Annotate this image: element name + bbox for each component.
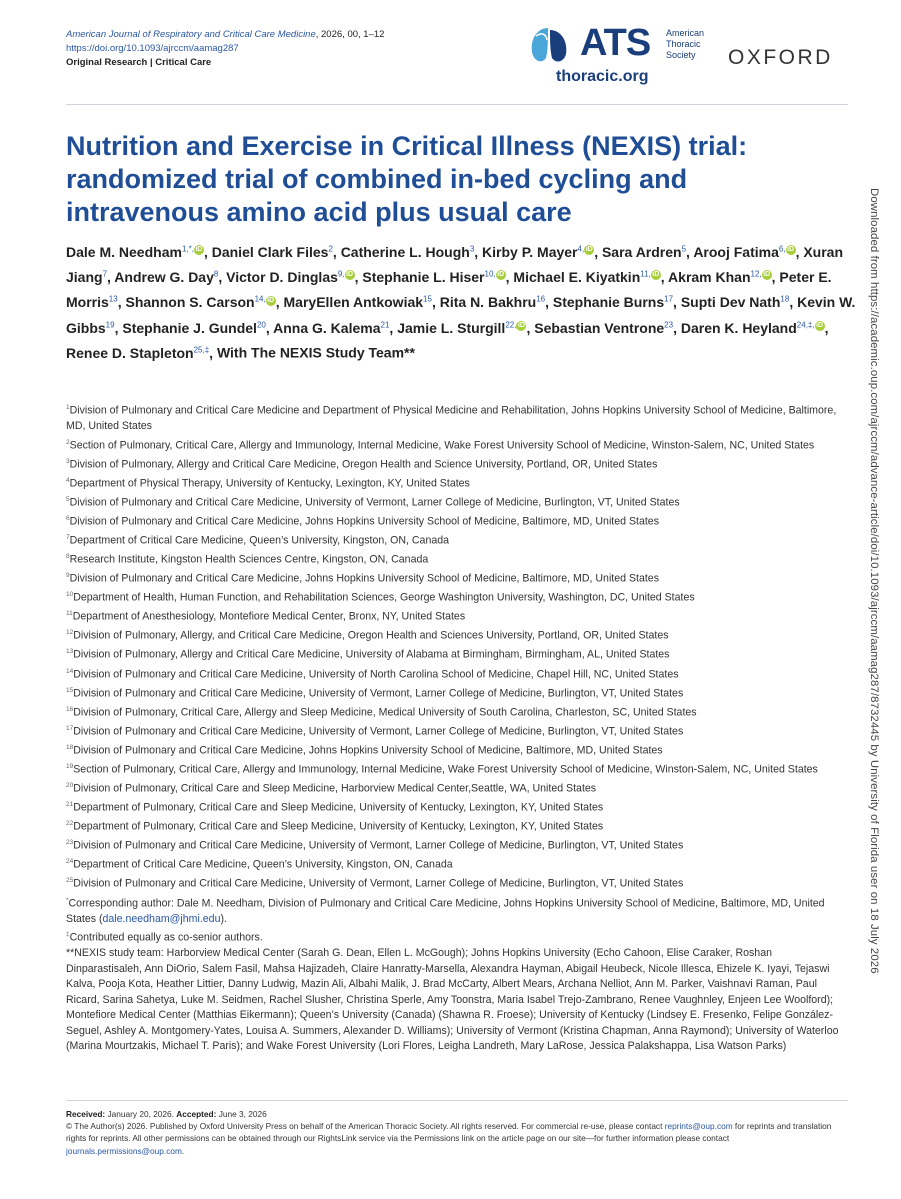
affiliations (66, 400, 846, 1055)
author-name[interactable]: Jamie L. Sturgill (397, 319, 506, 336)
affiliation-text: Division of Pulmonary, Allergy and Critical Care Medicine, Oregon Health and Science University, Portland, OR, United States (69, 458, 658, 471)
article-title: Nutrition and Exercise in Critical Illness (NEXIS) trial: randomized trial of combined in-bed cycling and intravenous amino acid plus usual care (66, 131, 748, 227)
author-affiliation-marker: 8 (213, 269, 219, 279)
affiliation-number: 5 (66, 495, 70, 503)
affiliation-number: 10 (66, 591, 74, 599)
author-name[interactable]: Kirby P. Mayer (482, 243, 578, 260)
author-name[interactable]: Anna G. Kalema (273, 319, 381, 336)
author-affiliation-marker: 11, (640, 269, 651, 279)
copyright-text-1: © The Author(s) 2026. Published by Oxford University Press on behalf of the American Thoracic Society. All rights reserved. For commercial re-use, please contact (66, 1121, 665, 1132)
author-name[interactable]: Stephanie Burns (552, 294, 665, 311)
copyright-notice (66, 1120, 836, 1157)
author-name[interactable]: Rita N. Bakhru (439, 294, 537, 311)
download-watermark (866, 188, 886, 1018)
author-affiliation-marker: 20 (256, 320, 266, 330)
affiliation-item (66, 740, 846, 759)
corresponding-email[interactable]: dale.needham@jhmi.edu (102, 912, 221, 925)
co-senior-note: ‡Contributed equally as co-senior authors. (66, 931, 263, 944)
affiliation-number: 21 (66, 801, 74, 809)
affiliation-text: Division of Pulmonary and Critical Care Medicine and Department of Physical Medicine and Rehabilitation, Johns Hopkins University School of Medicine, Baltimore, MD, United States (66, 404, 837, 433)
author-affiliation-marker: 18 (780, 294, 790, 304)
author-name[interactable]: Daniel Clark Files (211, 243, 329, 260)
accepted-label: Accepted: (176, 1109, 217, 1119)
corresponding-text: Corresponding author: Dale M. Needham, Division of Pulmonary and Critical Care Medicine, Johns Hopkins University School of Medicine, Baltimore, MD, United States ( (66, 897, 825, 925)
affiliation-number: 4 (66, 476, 70, 484)
affiliation-text: Research Institute, Kingston Health Sciences Centre, Kingston, ON, Canada (69, 553, 429, 566)
ats-sub-line-3: Society (666, 50, 696, 60)
affiliation-item (66, 759, 846, 778)
header-divider (66, 104, 848, 105)
author-affiliation-marker: 5 (681, 244, 687, 253)
author-name[interactable]: Sebastian Ventrone (534, 319, 665, 336)
author-name[interactable]: Xuran Jiang (66, 243, 844, 286)
affiliation-text: Department of Physical Therapy, University of Kentucky, Lexington, KY, United States (69, 477, 470, 490)
affiliation-text: Department of Health, Human Function, and Rehabilitation Sciences, George Washington University, Washington, DC, United States (73, 591, 695, 604)
affiliation-number: 11 (66, 610, 73, 618)
doi-link[interactable]: https://doi.org/10.1093/ajrccm/aamag287 (66, 43, 239, 54)
author-affiliation-marker: 14, (254, 294, 266, 304)
article-footer (66, 1108, 836, 1157)
affiliation-text: Division of Pulmonary and Critical Care Medicine, University of Vermont, Larner College of Medicine, Burlington, VT, United States (73, 877, 684, 890)
affiliation-number: 19 (66, 762, 74, 770)
author-affiliation-marker: 16 (536, 294, 546, 304)
affiliation-number: 24 (66, 858, 74, 866)
ats-sub-line-2: Thoracic (666, 39, 701, 49)
affiliation-item (66, 625, 846, 644)
ats-lung-icon (526, 22, 572, 68)
author-name[interactable]: Shannon S. Carson (125, 294, 255, 311)
author-affiliation-marker: 2 (328, 244, 333, 253)
author-list: Dale M. Needham$^{1,*,}$ iD , Daniel Clark Files$^2$, Catherine L. Hough$^3$, Kirby P. Mayer$^{4,}$ iD , Sara Ardren$^5$, Arooj Fatima$^{6,}$ iD , Xuran Jiang$^7$, Andrew G. Day$^8$, Victor D. Dinglas$^{9,}$ iD , Stephanie L. Hiser$^{10,}$ iD , Michael E. Kiyatkin$^{11,}$ iD , Akram Khan$^{12,}$ iD , Peter E. Morris$^{13}$, Shannon S. Carson$^{14,}$ iD , MaryEllen Antkowiak$^{15}$, Rita N. Bakhru$^{16}$, Stephanie Burns$^{17}$, Supti Dev Nath$^{18}$, Kevin W. Gibbs$^{19}$, Stephanie J. Gundel$^{20}$, Anna G. Kalema$^{21}$, Jamie L. Sturgill$^{22,}$ iD , Sebastian Ventrone$^{23}$, Daren K. Heyland$^{24,\ddagger,}$ iD , Renee D. Stapleton$^{25,\ddagger}$, With The NEXIS Study Team** (66, 243, 856, 362)
orcid-icon[interactable]: iD (195, 246, 203, 253)
affiliation-text: Division of Pulmonary and Critical Care Medicine, Johns Hopkins University School of Medicine, Baltimore, MD, United States (69, 515, 659, 528)
affiliation-number: 1 (66, 404, 70, 411)
affiliation-text: Division of Pulmonary, Allergy, and Critical Care Medicine, Oregon Health and Sciences University, Portland, OR, United States (73, 629, 669, 642)
received-date: January 20, 2026. (107, 1109, 174, 1119)
affiliation-number: 12 (66, 629, 74, 637)
affiliation-item (66, 511, 846, 530)
affiliation-item (66, 400, 846, 435)
affiliation-text: Division of Pulmonary and Critical Care Medicine, Johns Hopkins University School of Medicine, Baltimore, MD, United States (73, 744, 663, 757)
author-affiliation-marker: 22, (505, 320, 517, 330)
affiliation-item (66, 606, 846, 625)
author-affiliation-marker: 23 (664, 320, 674, 330)
author-name[interactable]: Andrew G. Day (114, 269, 214, 286)
affiliation-item (66, 873, 846, 892)
study-team-list: **NEXIS study team: Harborview Medical Center (Sarah G. Dean, Ellen L. McGough); Johns Hopkins University (Echo Cahoon, Elise Caraker, Roshan Dinparastisaleh, Ann DiOrio, Salem Fasil, Mahsa Hajizadeh, Claire Hanratty-Marsella, Alexandra Hayman, Abigail Heubeck, Nicole Illesca, Ehizele K. Iyayi, Tejaswi Kalva, Pooja Kota, Heather Littier, Danny Ludwig, Mazin Ali, Albahi Malik, J. Brad McCarty, Albert Mears, Archana Nelliot, Ann M. Parker, Vaishnavi Raman, Paul Ricard, Sarina Sahetya, Luke M. Seidmen, Rachel Slusher, Christina Sperle, Amy Toonstra, Maria Isabel Trejo-Zambrano, Renee Vaughnley, Enjeen Lee Woolford); Montefiore Medical Center (Matthias Eikermann); Queen’s University (Canada) (Shawna R. Froese); University of Kentucky (Lindsey E. Fresenko, Felipe González-Seguel, Ashley A. Montgomery-Yates, Louisa A. Summers, Alexander D. Williams); University of Vermont (Kristina Chapman, Anna Raymond); University of Waterloo (Marina Mourtzakis, Michael T. Paris); and Wake Forest University (Lori Flores, Leigha Landreth, Mary LaRose, Jessica Palakshappa, Lisa Watson Parks) (66, 947, 839, 1053)
affiliation-text: Section of Pulmonary, Critical Care, Allergy and Immunology, Internal Medicine, Wake Forest University School of Medicine, Winston-Salem, NC, United States (73, 763, 818, 776)
ats-society-name (666, 28, 704, 61)
author-name[interactable]: Daren K. Heyland (680, 319, 797, 336)
ats-sub-line-1: American (666, 28, 705, 38)
received-label: Received: (66, 1109, 106, 1119)
affiliation-item (66, 492, 846, 511)
affiliation-text: Department of Pulmonary, Critical Care and Sleep Medicine, University of Kentucky, Lexington, KY, United States (73, 820, 604, 833)
affiliation-item (66, 702, 846, 721)
affiliation-number: 13 (66, 648, 74, 656)
affiliation-item (66, 435, 846, 454)
affiliation-item (66, 797, 846, 816)
affiliation-item (66, 549, 846, 568)
affiliation-item (66, 721, 846, 740)
affiliation-text: Division of Pulmonary and Critical Care Medicine, University of Vermont, Larner College of Medicine, Burlington, VT, United States (73, 839, 684, 852)
author-name[interactable]: Renee D. Stapleton (66, 345, 194, 362)
author-affiliation-marker: 7 (102, 269, 108, 279)
affiliation-number: 16 (66, 705, 74, 713)
study-team-credit: With The NEXIS Study Team** (216, 345, 415, 362)
accepted-date: June 3, 2026 (218, 1109, 267, 1119)
affiliation-number: 23 (66, 839, 74, 847)
affiliation-item (66, 664, 846, 683)
author-name[interactable]: Arooj Fatima (693, 243, 779, 260)
orcid-icon[interactable]: iD (267, 296, 275, 304)
copyright-text-3: . (181, 1145, 185, 1156)
affiliation-text: Division of Pulmonary, Critical Care, Allergy and Sleep Medicine, Medical University of South Carolina, Charleston, SC, United States (73, 706, 697, 719)
journal-volume: , 2026, 00, 1–12 (315, 29, 385, 40)
article-section: Original Research | Critical Care (66, 57, 212, 68)
permissions-email-link[interactable]: journals.permissions@oup.com (66, 1145, 182, 1156)
corresponding-author: *Corresponding author: Dale M. Needham, Division of Pulmonary and Critical Care Medicine, Johns Hopkins University School of Medicine, Baltimore, MD, United States (dale.needham@jhmi.edu). (66, 896, 825, 925)
orcid-icon[interactable]: iD (585, 246, 593, 253)
author-affiliation-marker: 24,‡, (796, 320, 815, 330)
affiliation-text: Department of Anesthesiology, Montefiore Medical Center, Bronx, NY, United States (72, 610, 466, 623)
author-name[interactable]: Kevin W. Gibbs (66, 294, 856, 336)
author-affiliation-marker: 25,‡ (193, 345, 210, 355)
author-affiliation-marker: 21 (380, 320, 390, 330)
footer-divider (66, 1100, 848, 1101)
download-note: Downloaded from https://academic.oup.com/ajrccm/advance-article/doi/10.1093/ajrccm/aamag287/8732445 by University of Florida user on 18 July 2026 (868, 188, 880, 974)
orcid-icon[interactable]: iD (652, 271, 660, 279)
orcid-icon[interactable]: iD (497, 271, 505, 279)
author-name[interactable]: Peter E. Morris (66, 269, 832, 311)
author-affiliation-marker: 10, (484, 269, 496, 279)
reprints-email-link[interactable]: reprints@oup.com (664, 1121, 733, 1132)
affiliation-text: Division of Pulmonary and Critical Care Medicine, University of Vermont, Larner College of Medicine, Burlington, VT, United States (73, 725, 684, 738)
author-name[interactable]: Michael E. Kiyatkin (513, 269, 641, 286)
author-name[interactable]: Dale M. Needham (66, 243, 182, 260)
affiliation-item (66, 530, 846, 549)
author-affiliation-marker: 6, (778, 244, 786, 253)
affiliation-text: Department of Pulmonary, Critical Care and Sleep Medicine, University of Kentucky, Lexington, KY, United States (73, 801, 604, 814)
affiliation-item (66, 644, 846, 663)
affiliation-number: 25 (66, 877, 74, 885)
affiliation-text: Division of Pulmonary and Critical Care Medicine, University of Vermont, Larner College of Medicine, Burlington, VT, United States (69, 496, 680, 509)
affiliation-text: Division of Pulmonary, Allergy and Critical Care Medicine, University of Alabama at Birmingham, Birmingham, AL, United States (73, 649, 670, 662)
author-name[interactable]: Victor D. Dinglas (226, 269, 338, 286)
author-affiliation-marker: 19 (105, 320, 115, 330)
affiliation-number: 3 (66, 457, 70, 465)
author-affiliation-marker: 3 (469, 244, 475, 253)
journal-name[interactable]: American Journal of Respiratory and Critical Care Medicine (66, 29, 316, 40)
affiliation-text: Division of Pulmonary and Critical Care Medicine, University of Vermont, Larner College of Medicine, Burlington, VT, United States (73, 687, 684, 700)
affiliation-number: 18 (66, 743, 74, 751)
affiliation-text: Section of Pulmonary, Critical Care, Allergy and Immunology, Internal Medicine, Wake Forest University School of Medicine, Winston-Salem, NC, United States (69, 439, 815, 452)
author-affiliation-marker: 4, (577, 244, 585, 253)
orcid-icon[interactable]: iD (816, 322, 824, 330)
journal-citation (66, 28, 384, 42)
author-name[interactable]: Stephanie J. Gundel (122, 319, 257, 336)
copyright-text-2: for reprints and translation rights for reprints. All other permissions can be obtained through our RightsLink service via the Permissions link on the article page on our site—for further information please contact (66, 1121, 832, 1144)
affiliation-item (66, 778, 846, 797)
affiliation-number: 6 (66, 514, 70, 522)
article-header (66, 28, 384, 70)
affiliation-item (66, 473, 846, 492)
orcid-icon[interactable]: iD (517, 322, 525, 330)
co-senior-text: Contributed equally as co-senior authors. (69, 931, 263, 944)
affiliation-text: Department of Critical Care Medicine, Queen’s University, Kingston, ON, Canada (73, 858, 453, 871)
author-name[interactable]: Supti Dev Nath (680, 294, 781, 311)
dates-line (66, 1108, 836, 1120)
author-affiliation-marker: 1,*, (181, 244, 194, 253)
author-name[interactable]: Stephanie L. Hiser (362, 269, 485, 286)
affiliation-number: 22 (66, 820, 74, 828)
orcid-icon[interactable]: iD (763, 271, 771, 279)
author-name[interactable]: Catherine L. Hough (340, 243, 470, 260)
affiliation-number: 15 (66, 686, 74, 694)
corresponding-tail: ). (220, 912, 227, 925)
affiliation-item (66, 683, 846, 702)
affiliation-item (66, 854, 846, 873)
author-affiliation-marker: 13 (108, 294, 118, 304)
affiliation-item (66, 816, 846, 835)
affiliation-number: 7 (66, 534, 70, 542)
affiliation-number: 17 (66, 724, 74, 732)
affiliation-item (66, 568, 846, 587)
affiliation-text: Department of Critical Care Medicine, Queen’s University, Kingston, ON, Canada (69, 534, 450, 547)
ats-logo[interactable] (526, 20, 726, 92)
affiliation-number: 2 (66, 438, 70, 446)
author-name[interactable]: Akram Khan (668, 269, 751, 286)
affiliation-text: Division of Pulmonary and Critical Care Medicine, Johns Hopkins University School of Medicine, Baltimore, MD, United States (69, 572, 659, 585)
affiliation-text: Division of Pulmonary, Critical Care and Sleep Medicine, Harborview Medical Center,Seattle, WA, United States (73, 782, 597, 795)
ats-website[interactable]: thoracic.org (556, 68, 649, 85)
affiliation-item (66, 454, 846, 473)
author-affiliation-marker: 15 (423, 294, 432, 304)
affiliation-number: 14 (66, 667, 74, 675)
author-affiliation-marker: 17 (664, 294, 674, 304)
author-affiliation-marker: 12, (750, 269, 762, 279)
affiliation-number: 8 (66, 553, 70, 561)
ats-wordmark: ATS (580, 22, 651, 64)
affiliation-number: 9 (66, 572, 70, 580)
affiliation-number: 20 (66, 782, 74, 790)
author-affiliation-marker: 9, (337, 269, 345, 279)
author-name[interactable]: MaryEllen Antkowiak (283, 294, 424, 311)
oxford-logo[interactable]: OXFORD (728, 46, 833, 69)
orcid-icon[interactable]: iD (346, 271, 354, 279)
affiliation-item (66, 587, 846, 606)
orcid-icon[interactable]: iD (787, 246, 795, 253)
author-name[interactable]: Sara Ardren (601, 243, 682, 260)
affiliation-item (66, 835, 846, 854)
affiliation-text: Division of Pulmonary and Critical Care Medicine, University of North Carolina School of Medicine, Chapel Hill, NC, United States (73, 668, 679, 681)
